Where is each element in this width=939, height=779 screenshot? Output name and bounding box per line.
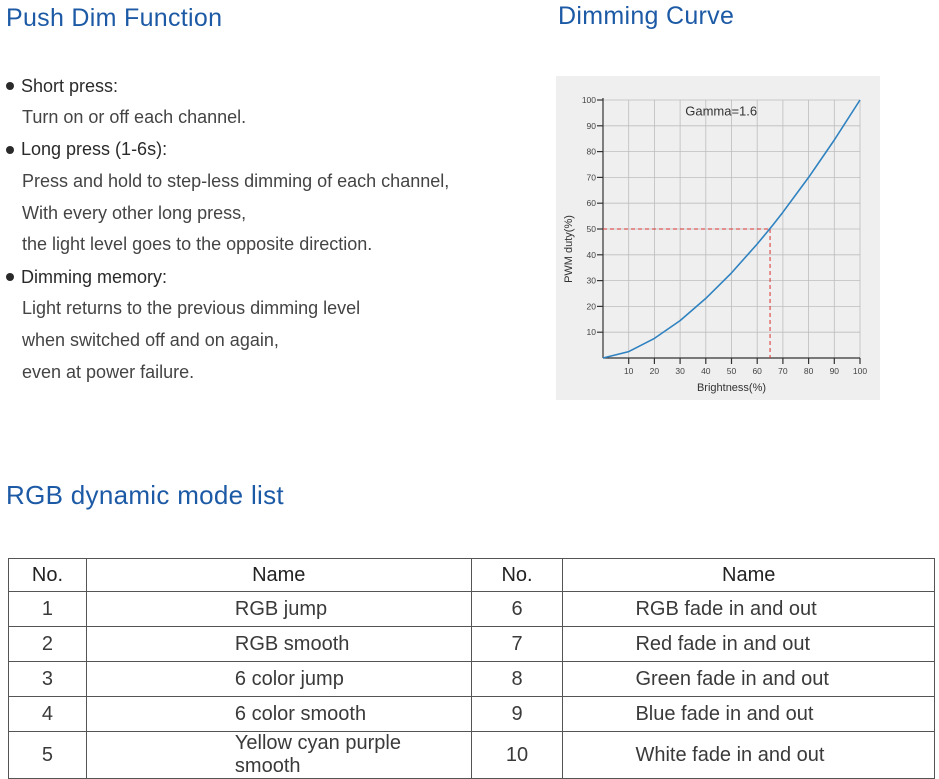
- mode-name: Blue fade in and out: [563, 697, 935, 732]
- dimming-curve-title: Dimming Curve: [558, 2, 735, 30]
- y-tick-label: 70: [586, 172, 596, 183]
- feature-long-press: [6, 134, 526, 261]
- x-tick-label: 100: [852, 366, 868, 376]
- x-axis-label: Brightness(%): [696, 382, 767, 394]
- rgb-mode-table: [8, 558, 935, 779]
- x-tick-label: 20: [649, 366, 660, 376]
- y-tick-label: 10: [586, 327, 596, 338]
- mode-name: 6 color jump: [86, 662, 471, 697]
- y-tick-label: 80: [586, 146, 596, 157]
- feature-label: Long press (1-6s):: [21, 139, 168, 160]
- feature-dimming-memory: [6, 261, 526, 388]
- header-name: Name: [563, 559, 935, 592]
- dimming-curve-chart: [556, 76, 880, 400]
- push-dim-title: Push Dim Function: [6, 4, 223, 32]
- mode-number: 6: [471, 592, 563, 627]
- x-tick-label: 80: [803, 366, 814, 376]
- gamma-annotation: Gamma=1.6: [685, 103, 758, 119]
- y-tick-label: 20: [586, 301, 596, 312]
- mode-number: 2: [9, 627, 87, 662]
- mode-number: 8: [471, 662, 563, 697]
- table-row: [9, 732, 935, 779]
- feature-label: Short press:: [21, 75, 119, 96]
- x-tick-label: 30: [675, 366, 685, 376]
- x-tick-label: 10: [623, 366, 634, 376]
- feature-line: Light returns to the previous dimming level: [22, 298, 361, 319]
- y-tick-label: 40: [586, 249, 596, 260]
- mode-name: White fade in and out: [563, 732, 935, 779]
- mode-name: RGB jump: [86, 592, 471, 627]
- feature-label: Dimming memory:: [21, 266, 168, 287]
- feature-line: the light level goes to the opposite direction.: [22, 234, 373, 255]
- y-tick-label: 30: [586, 275, 596, 286]
- table-row: [9, 697, 935, 732]
- feature-line: when switched off and on again,: [22, 329, 279, 350]
- y-tick-label: 50: [586, 224, 596, 234]
- mode-number: 7: [471, 627, 563, 662]
- feature-line: even at power failure.: [22, 361, 195, 382]
- y-tick-label: 90: [586, 120, 596, 131]
- table-row: [9, 627, 935, 662]
- feature-line: Turn on or off each channel.: [22, 107, 247, 127]
- bullet-icon: [6, 273, 14, 281]
- push-dim-feature-list: [6, 70, 526, 389]
- mode-name: Green fade in and out: [563, 662, 935, 697]
- feature-line: Press and hold to step-less dimming of each channel,: [22, 170, 450, 191]
- mode-number: 10: [471, 732, 563, 779]
- header-name: Name: [86, 559, 471, 592]
- table-header-row: [9, 559, 935, 592]
- x-tick-label: 50: [726, 366, 737, 376]
- y-tick-label: 60: [586, 198, 596, 209]
- bullet-icon: [6, 146, 14, 154]
- table-row: [9, 592, 935, 627]
- x-tick-label: 60: [752, 366, 762, 376]
- mode-number: 4: [9, 697, 87, 732]
- mode-name: Yellow cyan purple smooth: [86, 732, 471, 779]
- bullet-icon: [6, 82, 14, 90]
- mode-name: Red fade in and out: [563, 627, 935, 662]
- mode-number: 1: [9, 592, 87, 627]
- x-tick-label: 70: [778, 366, 788, 376]
- mode-number: 3: [9, 662, 87, 697]
- dimming-curve-svg: [556, 76, 880, 400]
- x-tick-label: 90: [829, 366, 840, 376]
- mode-number: 9: [471, 697, 563, 732]
- feature-short-press: [6, 70, 526, 134]
- y-tick-label: 100: [581, 95, 596, 105]
- mode-name: RGB fade in and out: [563, 592, 935, 627]
- x-tick-label: 40: [701, 366, 711, 376]
- feature-line: With every other long press,: [22, 202, 247, 223]
- table-row: [9, 662, 935, 697]
- rgb-mode-list-title: RGB dynamic mode list: [6, 480, 284, 510]
- y-axis-label: PWM duty(%): [563, 215, 575, 283]
- mode-number: 5: [9, 732, 87, 779]
- header-no: No.: [9, 559, 87, 592]
- mode-name: 6 color smooth: [86, 697, 471, 732]
- mode-name: RGB smooth: [86, 627, 471, 662]
- header-no: No.: [471, 559, 563, 592]
